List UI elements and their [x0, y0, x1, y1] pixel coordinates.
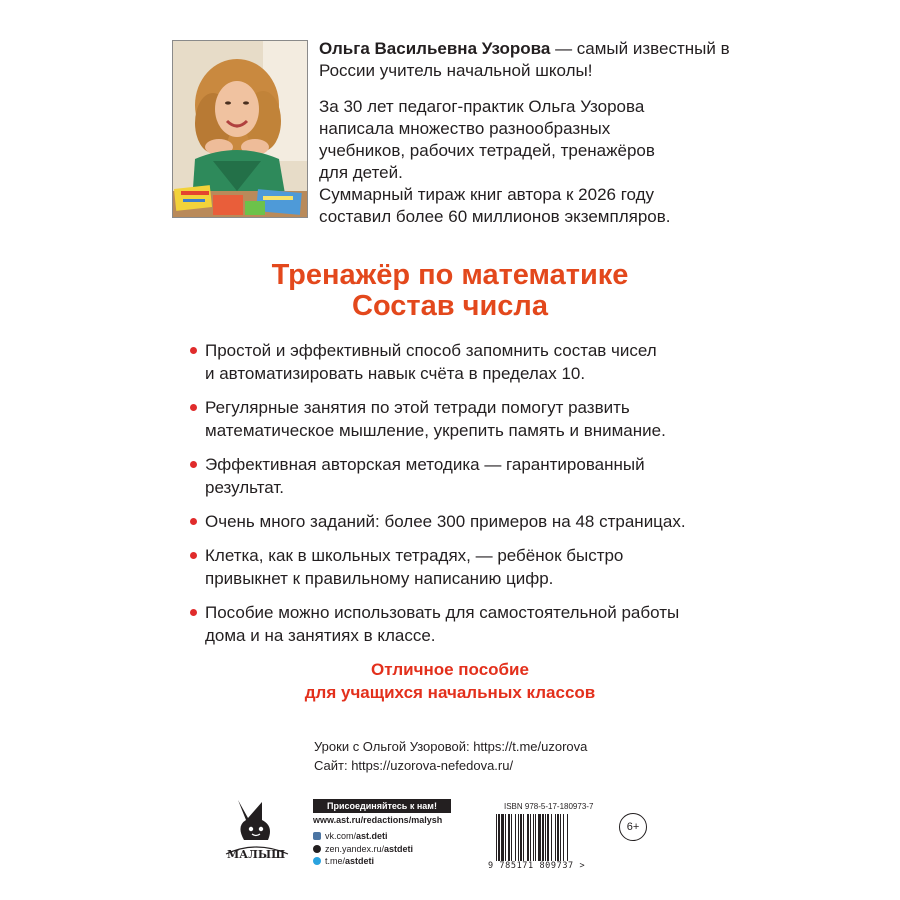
feature-line: математическое мышление, укрепить память и внимание.: [205, 421, 666, 440]
author-intro: [319, 38, 739, 82]
feature-item: [190, 544, 750, 590]
author-intro-rest: — самый известный в России учитель начальной школы!: [319, 39, 730, 80]
social-handle: astdeti: [345, 856, 375, 866]
feature-line: Клетка, как в школьных тетрадях, — ребёнок быстро: [205, 546, 624, 565]
social-vk[interactable]: [313, 830, 413, 843]
book-title-line1: Тренажёр по математике: [271, 259, 629, 291]
feature-line: Очень много заданий: более 300 примеров на 48 страницах.: [205, 512, 686, 531]
social-prefix: vk.com/: [325, 831, 357, 841]
barcode: [488, 814, 600, 870]
feature-line: и автоматизировать навык счёта в пределах 10.: [205, 364, 586, 383]
feature-line: Пособие можно использовать для самостоятельной работы: [205, 603, 680, 622]
social-links: [313, 830, 413, 868]
tagline-line2: для учащихся начальных классов: [304, 683, 596, 702]
publisher-site-link[interactable]: www.ast.ru/redactions/malysh: [313, 815, 443, 825]
feature-list: [190, 339, 750, 658]
social-prefix: t.me/: [325, 856, 346, 866]
author-bio: [319, 38, 739, 228]
publisher-logo-text: МАЛЫШ: [226, 848, 286, 861]
author-bio-line: составил более 60 миллионов экземпляров.: [319, 207, 671, 226]
feature-line: дома и на занятиях в классе.: [205, 626, 436, 645]
feature-item: [190, 510, 750, 533]
social-zen[interactable]: [313, 843, 413, 856]
author-bio-line: написала множество разнообразных: [319, 119, 611, 138]
social-handle: ast.deti: [356, 831, 388, 841]
author-bio-line: Суммарный тираж книг автора к 2026 году: [319, 185, 655, 204]
author-photo: [172, 40, 308, 218]
author-links: [314, 737, 587, 775]
social-handle: astdeti: [384, 843, 414, 854]
book-title-line2: Состав числа: [352, 290, 548, 322]
feature-item: [190, 396, 750, 442]
feature-item: [190, 601, 750, 647]
barcode-area: [488, 802, 604, 872]
feature-line: привыкнет к правильному написанию цифр.: [205, 569, 554, 588]
feature-line: Простой и эффективный способ запомнить состав чисел: [205, 341, 657, 360]
telegram-icon: [313, 857, 321, 865]
author-name: Ольга Васильевна Узорова: [319, 39, 551, 58]
author-bio-line: учебников, рабочих тетрадей, тренажёров: [319, 141, 655, 160]
feature-line: Регулярные занятия по этой тетради помогут развить: [205, 398, 630, 417]
social-prefix: zen.yandex.ru/: [325, 843, 385, 854]
publisher-logo: [218, 796, 294, 862]
age-rating-badge: 6+: [619, 813, 647, 841]
feature-line: результат.: [205, 478, 285, 497]
barcode-digits: 9 785171 809737 >: [488, 861, 608, 871]
isbn: ISBN 978-5-17-180973-7: [504, 802, 594, 811]
tagline-line1: Отличное пособие: [371, 660, 529, 679]
vk-icon: [313, 832, 321, 840]
social-telegram[interactable]: [313, 855, 413, 868]
feature-item: [190, 453, 750, 499]
zen-icon: [313, 845, 321, 853]
site-link[interactable]: Сайт: https://uzorova-nefedova.ru/: [314, 758, 514, 773]
feature-item: [190, 339, 750, 385]
feature-line: Эффективная авторская методика — гарантированный: [205, 455, 645, 474]
lessons-link[interactable]: Уроки с Ольгой Узоровой: https://t.me/uzorova: [314, 739, 588, 754]
author-bio-line: для детей.: [319, 163, 403, 182]
join-banner: Присоединяйтесь к нам!: [313, 799, 451, 813]
author-bio-line: За 30 лет педагог-практик Ольга Узорова: [319, 97, 645, 116]
